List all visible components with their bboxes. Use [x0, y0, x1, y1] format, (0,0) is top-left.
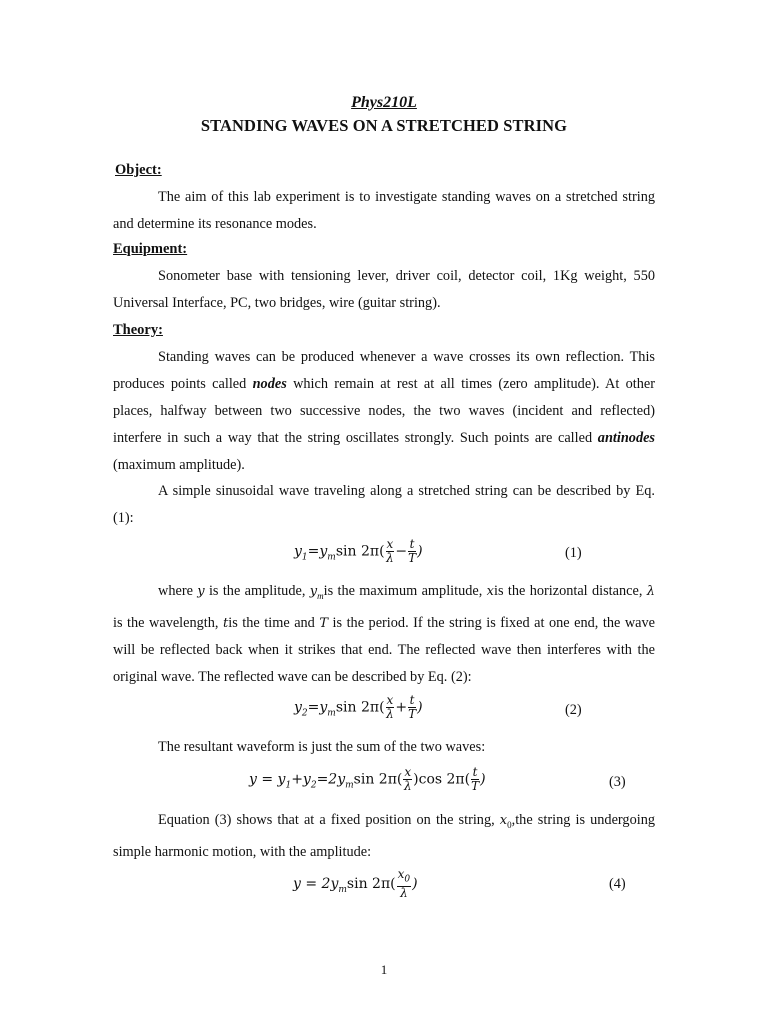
object-paragraph: The aim of this lab experiment is to investigate standing waves on a stretched string and determine its resonance modes. [113, 189, 655, 232]
term-antinodes: antinodes [597, 430, 655, 446]
course-code: Phys210L [351, 94, 417, 111]
equation-3: $y = y_1+y_2=2y_m\sin$ 2π( $\frac{x}{\lambda}$ )cos 2π( $\frac{t}{T}$ ) [249, 765, 486, 793]
theory-paragraph-1: Standing waves can be produced whenever a wave crosses its own reflection. This produces points called nodes which remain at rest at all times (zero amplitude). At other places, halfway between two successive nodes, the two waves (incident and reflected) interfere in such a way that the string oscillates strongly. Such points are called antinodes (maximum amplitude). [113, 349, 655, 473]
equipment-paragraph: Sonometer base with tensioning lever, driver coil, detector coil, 1Kg weight, 550 Universal Interface, PC, two bridges, wire (guitar string). [113, 268, 655, 311]
equation-1: $y_1=y_m\sin$ 2π( $\frac{x}{\lambda}$ − $\frac{t}{T}$ ) [294, 537, 423, 565]
equation-4-number: (4) [609, 876, 626, 892]
term-nodes: nodes [252, 376, 287, 392]
equation-1-number: (1) [565, 545, 582, 561]
theory-paragraph-4: The resultant waveform is just the sum of the two waves: [158, 739, 486, 755]
theory-heading: Theory: [113, 322, 163, 338]
equation-2: $y_2=y_m\sin$ 2π( $\frac{x}{\lambda}$ + $\frac{t}{T}$ ) [294, 693, 423, 721]
theory-paragraph-2: A simple sinusoidal wave traveling along a stretched string can be described by Eq. (1): [113, 483, 655, 526]
theory-paragraph-3: where y is the amplitude, $y_mis$ the maximum amplitude, xis the horizontal distance, λ is the wavelength, tis the time and T is the period. If the string is fixed at one end, the wave will be reflected back when it strikes that end. The reflected wave then interferes with the original wave. The reflected wave can be described by Eq. (2): [113, 583, 656, 685]
object-heading: Object: [115, 162, 162, 178]
page-number: 1 [380, 962, 388, 977]
document-title: STANDING WAVES ON A STRETCHED STRING [200, 116, 568, 135]
equation-4: $y = 2y_m\sin$ 2π( $\frac{x_0}{\lambda}$ ) [293, 867, 418, 901]
equation-2-number: (2) [565, 702, 582, 718]
equation-3-number: (3) [609, 774, 626, 790]
equipment-heading: Equipment: [113, 241, 188, 257]
theory-paragraph-5: Equation (3) shows that at a fixed position on the string, $x_0,the$ string is undergoing simple harmonic motion, with the amplitude: [113, 812, 655, 860]
